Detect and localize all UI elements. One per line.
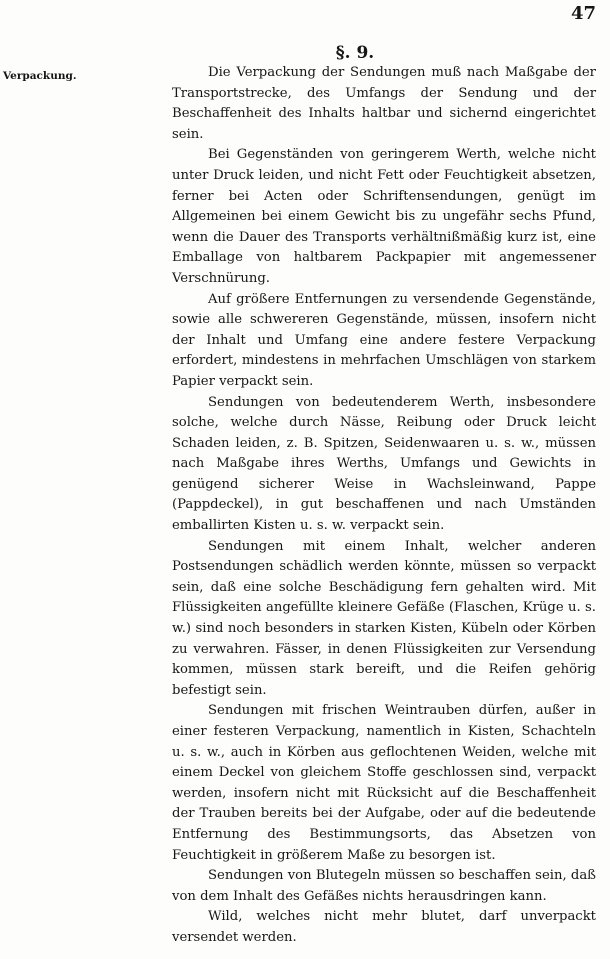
- section-heading: §. 9.: [335, 43, 375, 63]
- page-number: 47: [570, 3, 596, 24]
- paragraph: Sendungen von bedeutenderem Werth, insbesondere solche, welche durch Nässe, Reibung oder Druck leicht Schaden leiden, z. B. Spitzen, Seidenwaaren u. s. w., müssen nach Maßgabe ihres Werths, Umfangs und Gewichts in genügend sicherer Weise in Wachsleinwand, Pappe (Pappdeckel), in gut beschaffenen und nach Umständen emballirten Kisten u. s. w. verpackt sein.: [172, 394, 596, 534]
- body-text: [172, 63, 596, 949]
- paragraph: Sendungen mit einem Inhalt, welcher anderen Postsendungen schädlich werden könnte, müssen so verpackt sein, daß eine solche Beschädigung fern gehalten wird. Mit Flüssigkeiten angefüllte kleinere Gefäße (Flaschen, Krüge u. s. w.) sind noch besonders in starken Kisten, Kübeln oder Körben zu verwahren. Fässer, in denen Flüssigkeiten zur Versendung kommen, müssen stark bereift, und die Reifen gehörig befestigt sein.: [172, 538, 596, 698]
- paragraph: Bei Gegenständen von geringerem Werth, welche nicht unter Druck leiden, und nicht Fett oder Feuchtigkeit absetzen, ferner bei Acten oder Schriftensendungen, genügt im Allgemeinen bei einem Gewicht bis zu ungefähr sechs Pfund, wenn die Dauer des Transports verhältnißmäßig kurz ist, eine Emballage von haltbarem Packpapier mit angemessener Verschnürung.: [172, 147, 596, 286]
- paragraph: Sendungen mit frischen Weintrauben dürfen, außer in einer festeren Verpackung, namentlich in Kisten, Schachteln u. s. w., auch in Körben aus geflochtenen Weiden, welche mit einem Deckel von gleichem Stoffe geschlossen sind, verpackt werden, insofern nicht mit Rücksicht auf die Beschaffenheit der Trauben bereits bei der Aufgabe, oder auf die bedeutende Entfernung des Bestimmungsorts, das Absetzen von Feuchtigkeit in größerem Maße zu besorgen ist.: [172, 703, 596, 863]
- paragraph: Auf größere Entfernungen zu versendende Gegenstände, sowie alle schwereren Gegenstände, müssen, insofern nicht der Inhalt und Umfang eine andere festere Verpackung erfordert, mindestens in mehrfachen Umschlägen von starkem Papier verpackt sein.: [172, 291, 596, 389]
- paragraph: Sendungen von Blutegeln müssen so beschaffen sein, daß von dem Inhalt des Gefäßes nichts herausdringen kann.: [172, 868, 596, 904]
- paragraph: Wild, welches nicht mehr blutet, darf unverpackt versendet werden.: [172, 909, 596, 945]
- margin-note: Verpackung.: [3, 70, 77, 82]
- paragraph: Die Verpackung der Sendungen muß nach Maßgabe der Transportstrecke, des Umfangs der Sendung und der Beschaffenheit des Inhalts haltbar und sichernd eingerichtet sein.: [172, 65, 596, 142]
